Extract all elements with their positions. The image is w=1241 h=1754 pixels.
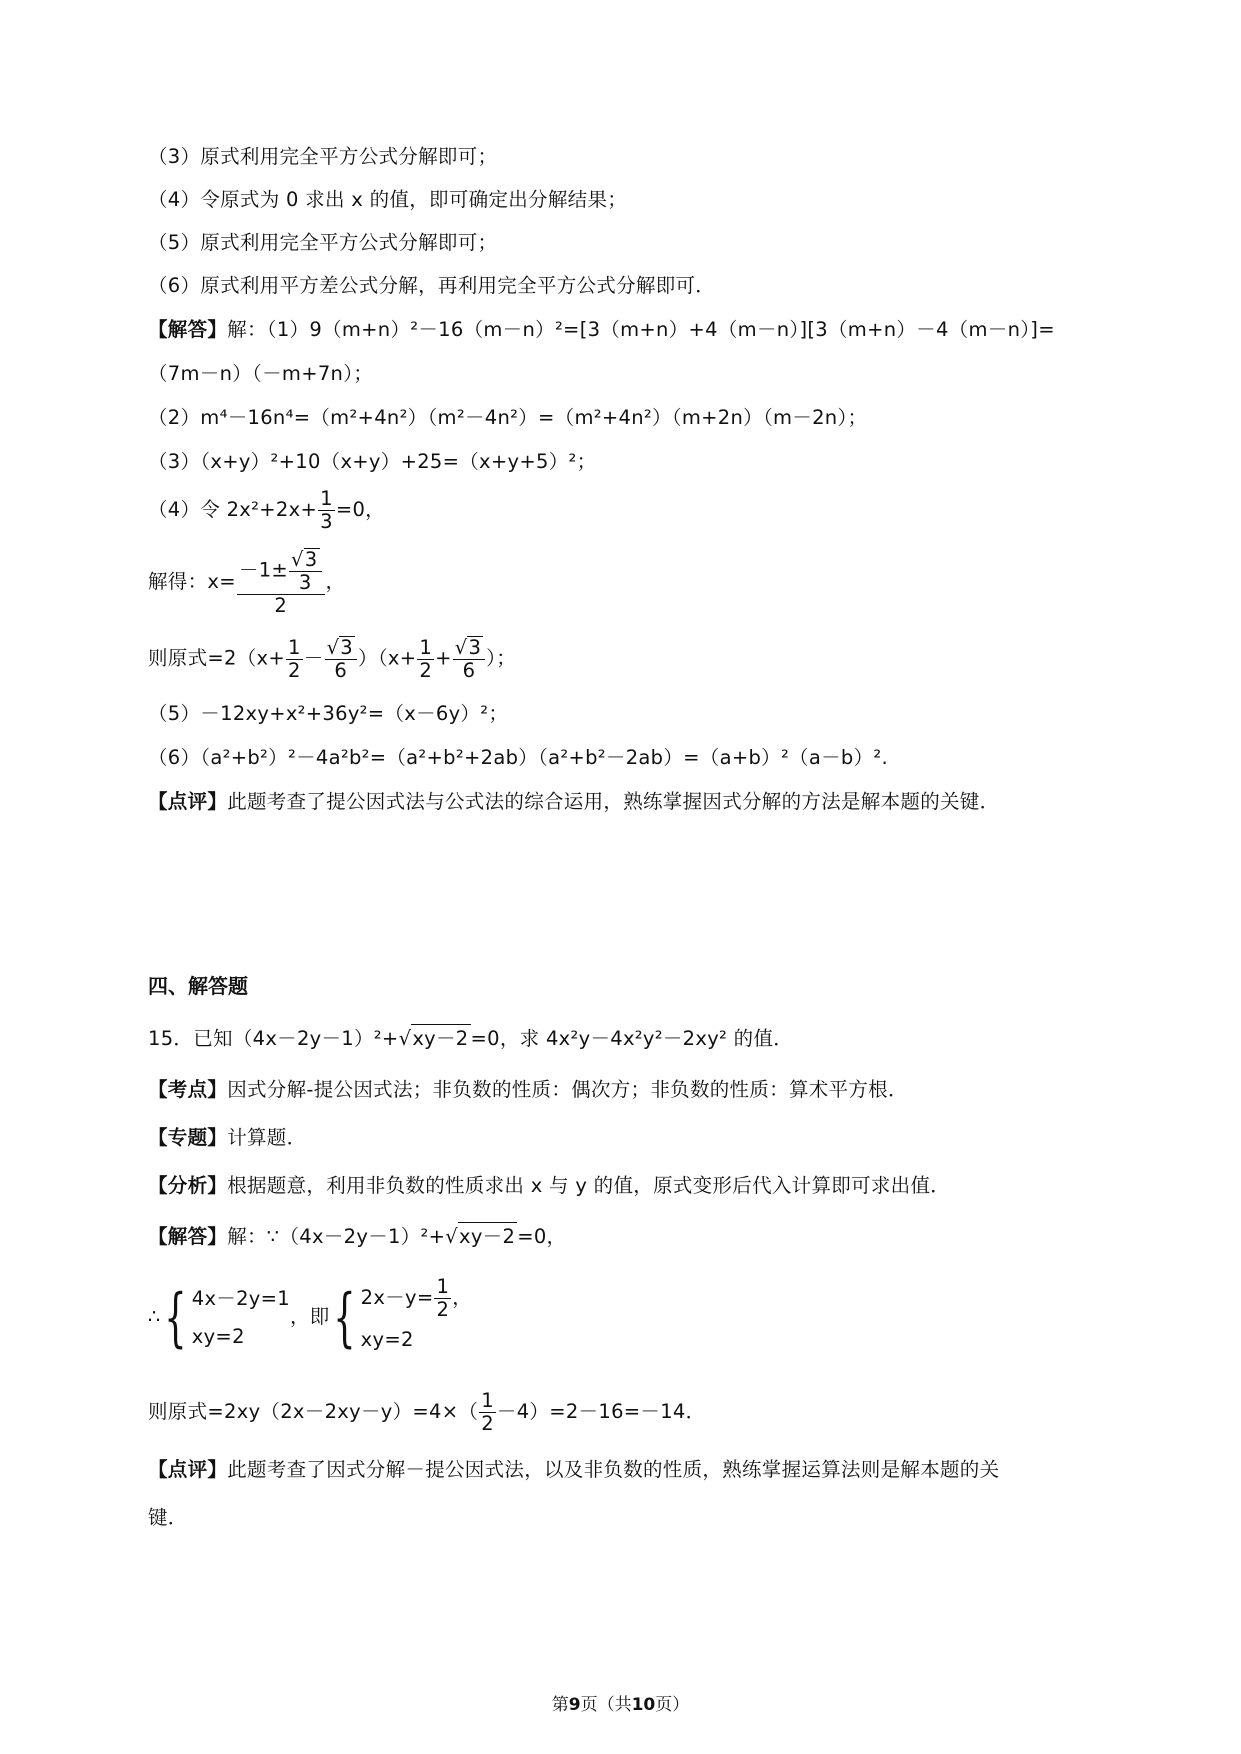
comment-tag: 【点评】 — [148, 790, 228, 813]
jieda-b: =0， — [517, 1225, 567, 1248]
therefore-symbol: ∴ — [148, 1305, 161, 1328]
zhuanti-text: 计算题． — [227, 1126, 307, 1149]
analysis-step-6: （6）原式利用平方差公式分解，再利用完全平方公式分解即可． — [148, 274, 716, 297]
analysis-step-5: （5）原式利用完全平方公式分解即可； — [148, 231, 498, 254]
question-15-stem — [148, 1024, 793, 1053]
answer-line-9: （6）（a²+b²）²－4a²b²=（a²+b²+2ab）（a²+b²－2ab）=（a+b）²（a－b）². — [148, 746, 889, 769]
answer-line-4: （3）（x+y）²+10（x+y）+25=（x+y+5）²； — [148, 450, 597, 473]
comment-line — [148, 788, 999, 816]
kaodian-line — [148, 1076, 908, 1104]
dianping-text-1: 此题考查了因式分解－提公因式法，以及非负数的性质，熟练掌握运算法则是解本题的关 — [227, 1458, 1000, 1481]
ji-text: ，即 — [290, 1305, 330, 1328]
footer-post: 页） — [655, 1695, 690, 1715]
answer-text-1: 解：（1）9（m+n）²－16（m－n）²=[3（m+n）+4（m－n）][3（m+n）－4（m－n）]= — [227, 318, 1055, 341]
equation-systems — [148, 1276, 472, 1359]
fraction-half-3: $\frac{1}{2}$ — [481, 1389, 494, 1435]
root-fraction: －1± $\frac{√3}{3}$ 2 — [237, 548, 325, 617]
fraction-one-third: $\frac{1}{3}$ — [320, 487, 333, 533]
fraction-sqrt3-6-2: $\frac{√3}{6}$ — [453, 636, 485, 682]
fraction-half-1: $\frac{1}{2}$ — [288, 635, 301, 682]
section-title: 四、解答题 — [148, 974, 248, 998]
brace-1: { — [163, 1280, 187, 1355]
kaodian-text: 因式分解-提公因式法；非负数的性质：偶次方；非负数的性质：算术平方根． — [227, 1078, 908, 1101]
kaodian-tag: 【考点】 — [148, 1078, 228, 1101]
eq-text: （4）令 2x²+2x+ — [148, 498, 318, 521]
footer-pre: 第 — [551, 1695, 569, 1715]
answer-line-8: （5）－12xy+x²+36y²=（x－6y）²； — [148, 702, 509, 725]
zhuanti-line — [148, 1124, 306, 1152]
answer-line-1 — [148, 316, 1055, 344]
factored-a: 则原式=2（x+ — [148, 646, 286, 670]
fraction-half-2: $\frac{1}{2}$ — [419, 635, 433, 682]
eq-text-end: =0， — [335, 498, 385, 521]
sqrt-xy-2-b: √xy－2 — [445, 1222, 517, 1251]
sqrt-xy-2: √xy－2 — [399, 1024, 471, 1053]
dianping-tag: 【点评】 — [148, 1458, 228, 1481]
jieda-tag: 【解答】 — [148, 1225, 228, 1248]
analysis-step-4: （4）令原式为 0 求出 x 的值，即可确定出分解结果； — [148, 188, 628, 211]
footer-mid: 页（共 — [580, 1695, 632, 1715]
page-total: 10 — [631, 1695, 656, 1715]
answer-tag: 【解答】 — [148, 318, 228, 341]
dianping-line-2: 键． — [148, 1506, 188, 1529]
system-2: 2x－y= $\frac{1}{2}$ ， xy=2 — [360, 1275, 472, 1351]
system-1: 4x－2y=1 xy=2 — [191, 1286, 290, 1348]
factored-c: ）（x+ — [358, 646, 417, 670]
answer-line-7: 则原式=2（x+ $\frac{1}{2}$ － $\frac{√3}{6}$ ）（x+ $\frac{1}{2}$ + $\frac{√3}{6}$ ）； — [148, 635, 517, 682]
solve-label: 解得：x= — [148, 570, 236, 593]
analysis-step-3: （3）原式利用完全平方公式分解即可； — [148, 145, 498, 168]
comment-text: 此题考查了提公因式法与公式法的综合运用，熟练掌握因式分解的方法是解本题的关键． — [227, 790, 1000, 813]
fraction-sqrt3-6-1: $\frac{√3}{6}$ — [325, 636, 357, 682]
stem-b: =0，求 4x²y－4x²y²－2xy² 的值． — [470, 1027, 794, 1050]
page-footer — [0, 1690, 1241, 1715]
answer-line-3: （2）m⁴－16n⁴=（m²+4n²）（m²－4n²）=（m²+4n²）（m+2n）（m－2n）； — [148, 406, 868, 429]
result-a: 则原式=2xy（2x－2xy－y）=4×（ — [148, 1400, 479, 1423]
page-number: 9 — [568, 1695, 581, 1715]
fenxi-line — [148, 1172, 950, 1200]
zhuanti-tag: 【专题】 — [148, 1126, 228, 1149]
answer-line-2: （7m－n）（－m+7n）； — [148, 362, 374, 385]
factored-end: ）； — [486, 646, 517, 670]
result-line — [148, 1390, 705, 1435]
brace-2: { — [332, 1280, 356, 1355]
answer-line-5 — [148, 488, 385, 533]
answer-line-6 — [148, 548, 345, 617]
dianping-line-1 — [148, 1456, 999, 1484]
stem-a: 15．已知（4x－2y－1）²+ — [148, 1027, 399, 1050]
jieda-a: 解：∵（4x－2y－1）²+ — [227, 1225, 446, 1248]
fenxi-text: 根据题意，利用非负数的性质求出 x 与 y 的值，原式变形后代入计算即可求出值． — [227, 1174, 951, 1197]
comma: ， — [325, 570, 346, 593]
jieda-line — [148, 1222, 566, 1251]
fenxi-tag: 【分析】 — [148, 1174, 228, 1197]
result-b: －4）=2－16=－14． — [496, 1400, 706, 1423]
